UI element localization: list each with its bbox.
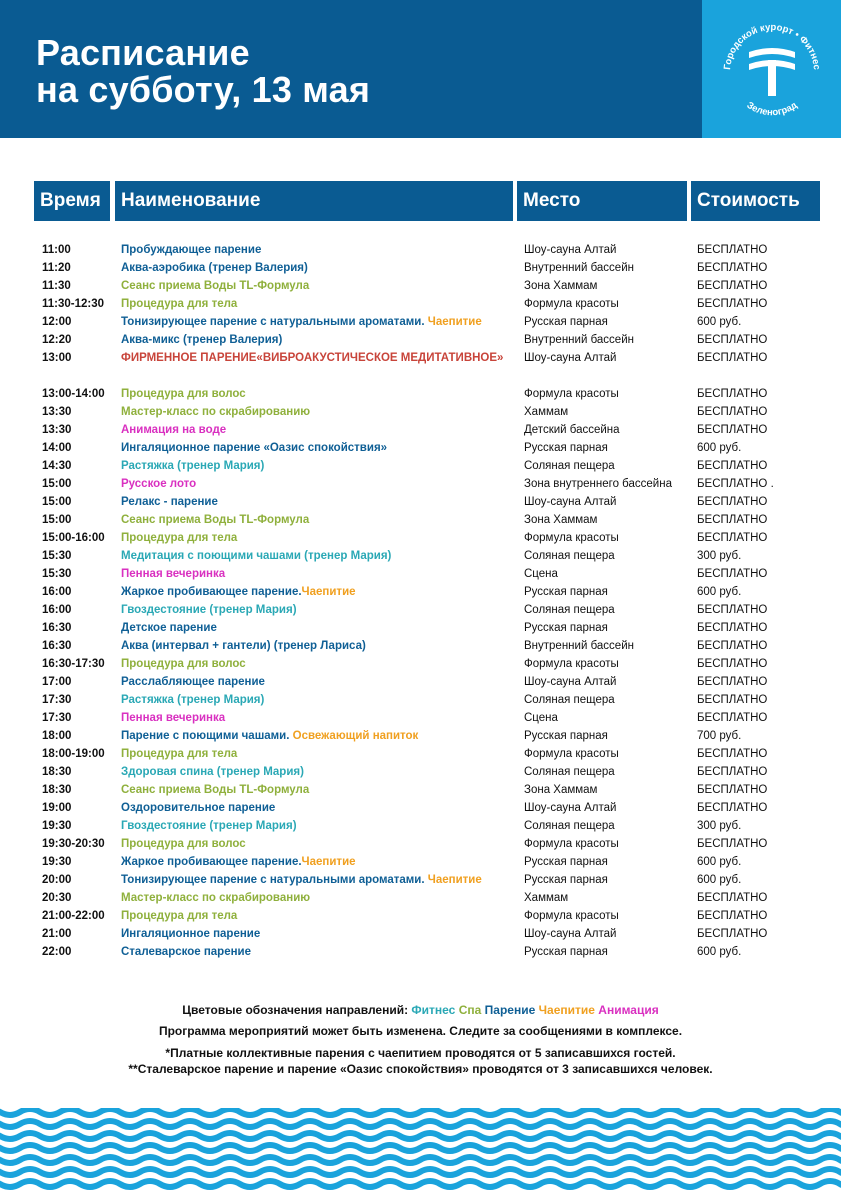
legend-item: Парение <box>484 1003 536 1017</box>
row-time: 15:00 <box>42 496 72 508</box>
row-place: Формула красоты <box>524 298 619 310</box>
row-time: 15:00 <box>42 514 72 526</box>
row-place: Формула красоты <box>524 838 619 850</box>
row-name <box>121 799 516 817</box>
row-price: БЕСПЛАТНО <box>697 658 768 670</box>
legend-item: Чаепитие <box>538 1003 595 1017</box>
row-name-part: Процедура для тела <box>121 748 238 760</box>
row-name <box>121 817 516 835</box>
row-name <box>121 259 516 277</box>
page-title <box>36 34 370 108</box>
row-place: Внутренний бассейн <box>524 262 634 274</box>
logo <box>702 0 841 138</box>
row-name <box>121 727 516 745</box>
row-place: Зона Хаммам <box>524 784 598 796</box>
row-name <box>121 421 516 439</box>
table-row <box>0 511 841 529</box>
row-place: Формула красоты <box>524 748 619 760</box>
table-row <box>0 547 841 565</box>
row-place: Русская парная <box>524 856 608 868</box>
row-name-part: Пробуждающее парение <box>121 244 262 256</box>
row-price: 600 руб. <box>697 586 742 598</box>
table-row <box>0 601 841 619</box>
row-name-part: Медитация с поющими чашами (тренер Мария) <box>121 550 392 562</box>
row-place: Шоу-сауна Алтай <box>524 496 617 508</box>
row-time: 12:00 <box>42 316 72 328</box>
row-name-part: Ингаляционное парение <box>121 928 261 940</box>
row-price: БЕСПЛАТНО <box>697 640 768 652</box>
row-name-part: Расслабляющее парение <box>121 676 265 688</box>
row-name-part: Освежающий напиток <box>292 730 419 742</box>
row-name-part: Тонизирующее парение с натуральными ароматами. <box>121 874 428 886</box>
table-row <box>0 385 841 403</box>
row-time: 19:30 <box>42 820 72 832</box>
row-name-part: Оздоровительное парение <box>121 802 276 814</box>
table-row <box>0 619 841 637</box>
row-price: 600 руб. <box>697 874 742 886</box>
legend-prefix: Цветовые обозначения направлений: <box>182 1003 412 1017</box>
table-row <box>0 529 841 547</box>
row-price: БЕСПЛАТНО <box>697 532 768 544</box>
table-row <box>0 313 841 331</box>
page-title-line1: Расписание <box>36 32 250 73</box>
row-price: БЕСПЛАТНО <box>697 838 768 850</box>
row-price: БЕСПЛАТНО <box>697 280 768 292</box>
table-row <box>0 709 841 727</box>
row-time: 21:00 <box>42 928 72 940</box>
row-price: 600 руб. <box>697 316 742 328</box>
row-name <box>121 439 516 457</box>
row-time: 20:30 <box>42 892 72 904</box>
row-place: Формула красоты <box>524 658 619 670</box>
row-name-part: Аква (интервал + гантели) (тренер Лариса) <box>121 640 366 652</box>
row-place: Русская парная <box>524 874 608 886</box>
row-time: 19:30 <box>42 856 72 868</box>
row-time: 16:30-17:30 <box>42 658 105 670</box>
row-time: 13:30 <box>42 406 72 418</box>
row-time: 13:30 <box>42 424 72 436</box>
row-time: 18:30 <box>42 784 72 796</box>
row-price: БЕСПЛАТНО <box>697 748 768 760</box>
table-row <box>0 565 841 583</box>
table-row <box>0 727 841 745</box>
row-name-part: Гвоздестояние (тренер Мария) <box>121 820 297 832</box>
row-name-part: Сеанс приема Воды TL-Формула <box>121 514 310 526</box>
page-title-line2: на субботу, 13 мая <box>36 69 371 110</box>
row-price: 700 руб. <box>697 730 742 742</box>
row-time: 16:30 <box>42 640 72 652</box>
row-name-part: Растяжка (тренер Мария) <box>121 694 265 706</box>
row-name <box>121 745 516 763</box>
table-row <box>0 241 841 259</box>
row-price: 600 руб. <box>697 946 742 958</box>
row-price: БЕСПЛАТНО <box>697 910 768 922</box>
svg-text:Зеленоград <box>745 100 800 118</box>
row-name-part: Процедура для волос <box>121 388 246 400</box>
table-row <box>0 745 841 763</box>
row-name-part: Парение с поющими чашами. <box>121 730 293 742</box>
row-name-part: Процедура для тела <box>121 532 238 544</box>
row-time: 15:30 <box>42 550 72 562</box>
row-price: БЕСПЛАТНО <box>697 892 768 904</box>
row-price: БЕСПЛАТНО <box>697 928 768 940</box>
row-name <box>121 889 516 907</box>
row-name-part: Чаепитие <box>427 874 482 886</box>
row-price: БЕСПЛАТНО <box>697 694 768 706</box>
row-place: Шоу-сауна Алтай <box>524 928 617 940</box>
table-row <box>0 799 841 817</box>
legend-item: Спа <box>458 1003 482 1017</box>
row-price: 300 руб. <box>697 820 742 832</box>
row-price: БЕСПЛАТНО <box>697 262 768 274</box>
row-name <box>121 853 516 871</box>
row-price: БЕСПЛАТНО <box>697 334 768 346</box>
table-row <box>0 673 841 691</box>
row-name-part: Чаепитие <box>301 586 356 598</box>
row-name-part: Русское лото <box>121 478 197 490</box>
row-price: БЕСПЛАТНО <box>697 622 768 634</box>
row-name <box>121 637 516 655</box>
note-paid-steam: *Платные коллективные парения с чаепитием проводятся от 5 записавшихся гостей. <box>165 1046 676 1060</box>
row-name-part: Мастер-класс по скрабированию <box>121 892 311 904</box>
row-name-part: Мастер-класс по скрабированию <box>121 406 311 418</box>
row-name <box>121 907 516 925</box>
table-row <box>0 493 841 511</box>
row-price: БЕСПЛАТНО <box>697 676 768 688</box>
row-place: Шоу-сауна Алтай <box>524 802 617 814</box>
row-price: БЕСПЛАТНО <box>697 766 768 778</box>
row-price: 600 руб. <box>697 442 742 454</box>
row-price: БЕСПЛАТНО . <box>697 478 774 490</box>
logo-top-text: Городской курорт • Фитнес <box>722 21 822 71</box>
table-row <box>0 439 841 457</box>
row-place: Формула красоты <box>524 388 619 400</box>
row-place: Русская парная <box>524 622 608 634</box>
row-time: 14:00 <box>42 442 72 454</box>
row-name-part: Пенная вечеринка <box>121 568 226 580</box>
row-name-part: Гвоздестояние (тренер Мария) <box>121 604 297 616</box>
row-price: БЕСПЛАТНО <box>697 712 768 724</box>
row-name-part: Чаепитие <box>427 316 482 328</box>
table-row <box>0 331 841 349</box>
row-price: БЕСПЛАТНО <box>697 298 768 310</box>
row-place: Соляная пещера <box>524 550 615 562</box>
row-place: Сцена <box>524 712 558 724</box>
row-name <box>121 871 516 889</box>
table-row <box>0 889 841 907</box>
row-name-part: Сталеварское парение <box>121 946 252 958</box>
row-place: Внутренний бассейн <box>524 640 634 652</box>
row-name-part: Процедура для тела <box>121 298 238 310</box>
legend-item: Анимация <box>598 1003 659 1017</box>
row-name-part: Жаркое пробивающее парение. <box>121 586 302 598</box>
row-place: Хаммам <box>524 406 569 418</box>
table-row <box>0 907 841 925</box>
row-name-part: Аква-микс (тренер Валерия) <box>121 334 283 346</box>
row-time: 18:00 <box>42 730 72 742</box>
table-row <box>0 763 841 781</box>
row-time: 16:00 <box>42 586 72 598</box>
row-name <box>121 691 516 709</box>
row-place: Зона внутреннего бассейна <box>524 478 672 490</box>
wave-decoration <box>0 1108 841 1191</box>
row-time: 19:30-20:30 <box>42 838 105 850</box>
row-price: БЕСПЛАТНО <box>697 802 768 814</box>
row-place: Формула красоты <box>524 532 619 544</box>
row-time: 22:00 <box>42 946 72 958</box>
row-name <box>121 565 516 583</box>
row-price: БЕСПЛАТНО <box>697 406 768 418</box>
row-name <box>121 781 516 799</box>
row-time: 15:00 <box>42 478 72 490</box>
row-name <box>121 709 516 727</box>
row-time: 13:00-14:00 <box>42 388 105 400</box>
row-price: БЕСПЛАТНО <box>697 352 768 364</box>
note-min-guests: **Сталеварское парение и парение «Оазис спокойствия» проводятся от 3 записавшихся человек. <box>128 1062 713 1076</box>
column-header-time: Время <box>34 181 110 221</box>
row-name <box>121 835 516 853</box>
row-time: 15:00-16:00 <box>42 532 105 544</box>
row-name-part: Процедура для тела <box>121 910 238 922</box>
row-time: 11:20 <box>42 262 71 274</box>
column-header-price: Стоимость <box>691 181 820 221</box>
table-row <box>0 925 841 943</box>
row-place: Зона Хаммам <box>524 280 598 292</box>
row-name <box>121 331 516 349</box>
row-time: 12:20 <box>42 334 72 346</box>
table-row <box>0 943 841 961</box>
row-name <box>121 403 516 421</box>
row-time: 16:00 <box>42 604 72 616</box>
row-time: 20:00 <box>42 874 72 886</box>
row-name <box>121 511 516 529</box>
row-price: БЕСПЛАТНО <box>697 496 768 508</box>
table-row <box>0 421 841 439</box>
row-time: 15:30 <box>42 568 72 580</box>
row-name <box>121 493 516 511</box>
legend-item: Фитнес <box>411 1003 456 1017</box>
row-name <box>121 925 516 943</box>
table-row <box>0 475 841 493</box>
row-place: Соляная пещера <box>524 820 615 832</box>
row-name <box>121 529 516 547</box>
row-time: 18:30 <box>42 766 72 778</box>
table-row <box>0 403 841 421</box>
column-header-place: Место <box>517 181 687 221</box>
row-name-part: Ингаляционное парение «Оазис спокойствия» <box>121 442 388 454</box>
row-name-part: Процедура для волос <box>121 658 246 670</box>
color-legend <box>0 1003 841 1017</box>
row-name-part: Детское парение <box>121 622 217 634</box>
row-price: БЕСПЛАТНО <box>697 388 768 400</box>
row-place: Соляная пещера <box>524 604 615 616</box>
row-place: Русская парная <box>524 442 608 454</box>
table-row <box>0 583 841 601</box>
row-price: БЕСПЛАТНО <box>697 460 768 472</box>
table-row <box>0 259 841 277</box>
row-name-part: Чаепитие <box>301 856 356 868</box>
row-time: 21:00-22:00 <box>42 910 105 922</box>
row-name <box>121 619 516 637</box>
row-name-part: Релакс - парение <box>121 496 218 508</box>
row-name-part: Аква-аэробика (тренер Валерия) <box>121 262 308 274</box>
row-name <box>121 655 516 673</box>
row-price: БЕСПЛАТНО <box>697 244 768 256</box>
table-row <box>0 817 841 835</box>
row-place: Русская парная <box>524 946 608 958</box>
row-place: Соляная пещера <box>524 460 615 472</box>
row-place: Соляная пещера <box>524 694 615 706</box>
row-price: БЕСПЛАТНО <box>697 514 768 526</box>
row-name <box>121 295 516 313</box>
row-name-part: Процедура для волос <box>121 838 246 850</box>
row-name <box>121 547 516 565</box>
table-row <box>0 457 841 475</box>
row-name <box>121 349 516 367</box>
row-time: 16:30 <box>42 622 72 634</box>
row-time: 17:00 <box>42 676 72 688</box>
row-name-part: Сеанс приема Воды TL-Формула <box>121 280 310 292</box>
row-name <box>121 313 516 331</box>
row-name <box>121 277 516 295</box>
row-name <box>121 475 516 493</box>
row-place: Формула красоты <box>524 910 619 922</box>
table-row <box>0 277 841 295</box>
row-name-part: Сеанс приема Воды TL-Формула <box>121 784 310 796</box>
row-time: 19:00 <box>42 802 72 814</box>
row-name <box>121 763 516 781</box>
row-price: БЕСПЛАТНО <box>697 424 768 436</box>
logo-emblem-icon <box>702 0 841 138</box>
note-program-change: Программа мероприятий может быть изменена. Следите за сообщениями в комплексе. <box>158 1024 683 1038</box>
row-time: 17:30 <box>42 694 72 706</box>
row-name-part: ФИРМЕННОЕ ПАРЕНИЕ«ВИБРОАКУСТИЧЕСКОЕ МЕДИТАТИВНОЕ» <box>121 352 504 364</box>
row-name <box>121 385 516 403</box>
row-name <box>121 457 516 475</box>
row-price: БЕСПЛАТНО <box>697 784 768 796</box>
table-row <box>0 691 841 709</box>
row-name-part: Растяжка (тренер Мария) <box>121 460 265 472</box>
logo-bottom-text: Зеленоград <box>744 99 800 119</box>
row-time: 14:30 <box>42 460 72 472</box>
row-name <box>121 943 516 961</box>
table-row <box>0 853 841 871</box>
row-place: Зона Хаммам <box>524 514 598 526</box>
row-place: Русская парная <box>524 730 608 742</box>
row-name-part: Пенная вечеринка <box>121 712 226 724</box>
row-time: 11:30-12:30 <box>42 298 105 310</box>
row-name <box>121 601 516 619</box>
row-place: Соляная пещера <box>524 766 615 778</box>
row-place: Русская парная <box>524 316 608 328</box>
table-row <box>0 349 841 385</box>
table-row <box>0 781 841 799</box>
row-place: Детский бассейна <box>524 424 620 436</box>
schedule-table <box>0 241 841 961</box>
row-name-part: Здоровая спина (тренер Мария) <box>121 766 304 778</box>
row-place: Шоу-сауна Алтай <box>524 244 617 256</box>
column-header-name: Наименование <box>115 181 513 221</box>
row-name <box>121 673 516 691</box>
row-place: Шоу-сауна Алтай <box>524 352 617 364</box>
row-name-part: Тонизирующее парение с натуральными ароматами. <box>121 316 428 328</box>
table-row <box>0 637 841 655</box>
row-name <box>121 241 516 259</box>
table-row <box>0 835 841 853</box>
row-place: Русская парная <box>524 586 608 598</box>
row-name-part: Анимация на воде <box>121 424 227 436</box>
row-price: БЕСПЛАТНО <box>697 604 768 616</box>
row-price: 600 руб. <box>697 856 742 868</box>
table-row <box>0 655 841 673</box>
row-place: Внутренний бассейн <box>524 334 634 346</box>
row-time: 17:30 <box>42 712 72 724</box>
row-name <box>121 583 516 601</box>
row-time: 11:30 <box>42 280 71 292</box>
row-place: Шоу-сауна Алтай <box>524 676 617 688</box>
table-row <box>0 295 841 313</box>
row-place: Хаммам <box>524 892 569 904</box>
row-time: 11:00 <box>42 244 71 256</box>
row-time: 13:00 <box>42 352 72 364</box>
row-name-part: Жаркое пробивающее парение. <box>121 856 302 868</box>
row-time: 18:00-19:00 <box>42 748 105 760</box>
row-price: 300 руб. <box>697 550 742 562</box>
table-row <box>0 871 841 889</box>
row-place: Сцена <box>524 568 558 580</box>
row-price: БЕСПЛАТНО <box>697 568 768 580</box>
